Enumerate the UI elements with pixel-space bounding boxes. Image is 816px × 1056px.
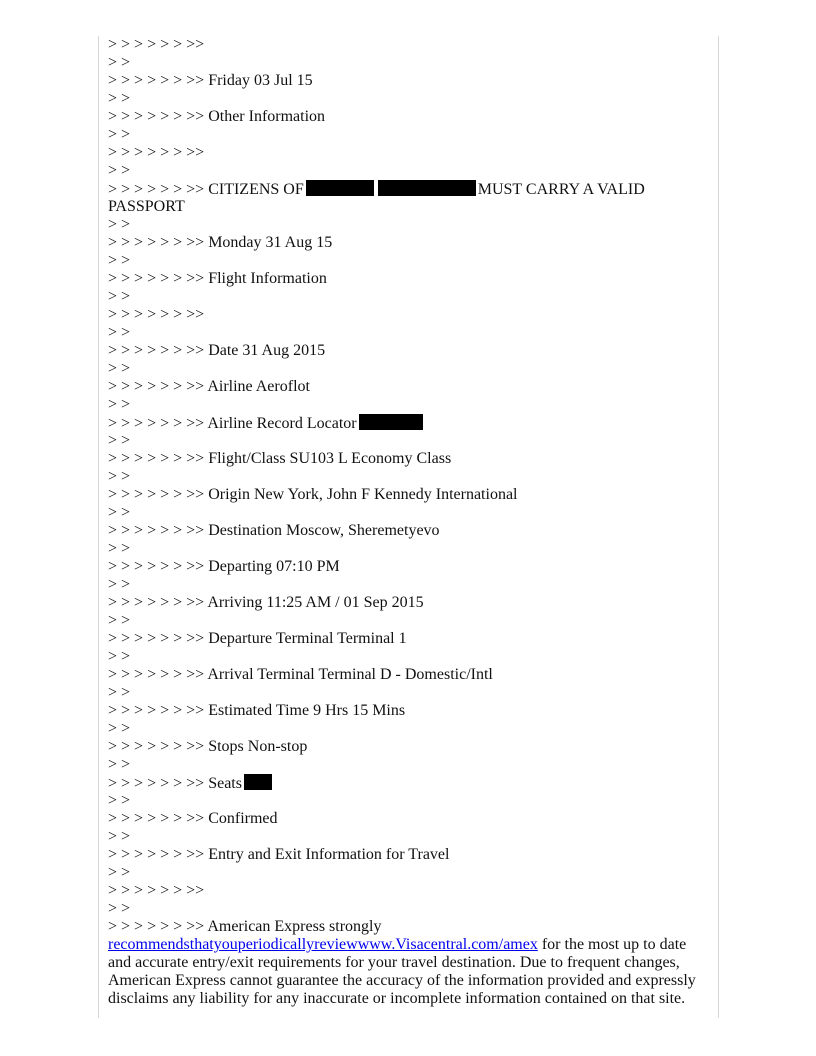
separator-line: > > xyxy=(108,216,131,233)
date-monday-text: Monday 31 Aug 15 xyxy=(208,234,333,251)
quote-prefix: > > > > > > >> xyxy=(108,630,205,647)
separator-line: > > xyxy=(108,540,131,557)
quoted-line-arrival-terminal xyxy=(108,666,708,684)
quote-prefix: > > > > > > >> xyxy=(108,415,205,432)
origin-text: Origin New York, John F Kennedy International xyxy=(208,486,518,503)
quoted-line-record-locator xyxy=(108,414,708,432)
quoted-line-estimated-time xyxy=(108,702,708,720)
separator-line: > > xyxy=(108,648,131,665)
email-document xyxy=(98,36,719,1018)
quoted-line xyxy=(108,882,708,900)
amex-disclaimer-text: for the most up to date and accurate entry/exit requirements for your travel destination. Due to frequent changes, American Express cannot guarantee the accuracy of the information provided and expressly disclaims any liability for any inaccurate or incomplete information contained on that site. xyxy=(108,936,696,1007)
citizens-tail-text: MUST CARRY A VALID xyxy=(477,181,645,198)
seats-text: Seats xyxy=(208,775,242,792)
quoted-line-other-info xyxy=(108,108,708,126)
flight-info-heading: Flight Information xyxy=(208,270,327,287)
quote-prefix: > > > > > > >> xyxy=(108,558,205,575)
redaction-block xyxy=(244,774,272,790)
quote-prefix: > > > > > > >> xyxy=(108,594,205,611)
amex-disclaimer-paragraph xyxy=(108,936,708,1008)
quoted-line-seats xyxy=(108,774,708,792)
quoted-line-airline xyxy=(108,378,708,396)
separator-line: > > xyxy=(108,684,131,701)
separator-line: > > xyxy=(108,900,131,917)
quoted-line-entry-exit xyxy=(108,846,708,864)
quoted-line-confirmed xyxy=(108,810,708,828)
quoted-line-date-friday xyxy=(108,72,708,90)
separator-line: > > xyxy=(108,756,131,773)
email-body xyxy=(108,36,708,1008)
arriving-text: Arriving 11:25 AM / 01 Sep 2015 xyxy=(207,594,424,611)
separator-line: > > xyxy=(108,252,131,269)
quote-prefix: > > > > > > >> xyxy=(108,270,205,287)
quote-prefix: > > > > > > >> xyxy=(108,810,205,827)
quoted-line xyxy=(108,144,708,162)
separator-line: > > xyxy=(108,792,131,809)
quote-prefix: > > > > > > >> xyxy=(108,342,205,359)
separator-line: > > xyxy=(108,54,131,71)
airline-text: Airline Aeroflot xyxy=(207,378,310,395)
separator-line: > > xyxy=(108,288,131,305)
separator-line: > > xyxy=(108,828,131,845)
quote-prefix: > > > > > > >> xyxy=(108,486,205,503)
arrival-terminal-text: Arrival Terminal Terminal D - Domestic/Intl xyxy=(207,666,493,683)
separator-line: > > xyxy=(108,162,131,179)
quote-prefix: > > > > > > >> xyxy=(108,72,205,89)
estimated-time-text: Estimated Time 9 Hrs 15 Mins xyxy=(208,702,406,719)
quoted-line-amex xyxy=(108,918,708,936)
quoted-line-flight-class xyxy=(108,450,708,468)
separator-line: > > xyxy=(108,504,131,521)
quote-prefix: > > > > > > >> xyxy=(108,306,205,323)
amex-lead-text: American Express strongly xyxy=(207,918,382,935)
citizens-wrap-line: PASSPORT xyxy=(108,198,185,215)
separator-line: > > xyxy=(108,612,131,629)
quoted-line-date xyxy=(108,342,708,360)
quoted-line-citizens xyxy=(108,180,708,198)
quoted-line-origin xyxy=(108,486,708,504)
separator-line: > > xyxy=(108,126,131,143)
flight-date-text: Date 31 Aug 2015 xyxy=(208,342,326,359)
visacentral-link[interactable]: recommendsthatyouperiodicallyreviewwww.Visacentral.com/amex xyxy=(108,936,538,953)
quoted-line-departing xyxy=(108,558,708,576)
citizens-lead-text: CITIZENS OF xyxy=(208,181,304,198)
separator-line: > > xyxy=(108,468,131,485)
record-locator-text: Airline Record Locator xyxy=(207,415,357,432)
date-friday-text: Friday 03 Jul 15 xyxy=(208,72,313,89)
separator-line: > > xyxy=(108,864,131,881)
quote-prefix: > > > > > > >> xyxy=(108,378,205,395)
quoted-line-stops xyxy=(108,738,708,756)
entry-exit-heading: Entry and Exit Information for Travel xyxy=(208,846,450,863)
quote-prefix: > > > > > > >> xyxy=(108,738,205,755)
other-info-heading: Other Information xyxy=(208,108,326,125)
quote-prefix: > > > > > > >> xyxy=(108,666,205,683)
separator-line: > > xyxy=(108,396,131,413)
departing-text: Departing 07:10 PM xyxy=(208,558,340,575)
departure-terminal-text: Departure Terminal Terminal 1 xyxy=(208,630,407,647)
redaction-block xyxy=(306,180,374,196)
separator-line: > > xyxy=(108,576,131,593)
quoted-line-arriving xyxy=(108,594,708,612)
stops-text: Stops Non-stop xyxy=(208,738,308,755)
destination-text: Destination Moscow, Sheremetyevo xyxy=(208,522,440,539)
quote-prefix: > > > > > > >> xyxy=(108,846,205,863)
quoted-line-flight-info xyxy=(108,270,708,288)
separator-line: > > xyxy=(108,720,131,737)
redaction-block xyxy=(378,180,476,196)
quote-prefix: > > > > > > >> xyxy=(108,702,205,719)
redaction-block xyxy=(359,414,423,430)
quote-prefix: > > > > > > >> xyxy=(108,234,205,251)
quoted-line-departure-terminal xyxy=(108,630,708,648)
separator-line: > > xyxy=(108,360,131,377)
quote-prefix: > > > > > > >> xyxy=(108,181,205,198)
quote-prefix: > > > > > > >> xyxy=(108,882,205,899)
quote-prefix: > > > > > > >> xyxy=(108,36,205,53)
quote-prefix: > > > > > > >> xyxy=(108,918,205,935)
quote-prefix: > > > > > > >> xyxy=(108,775,205,792)
quoted-line xyxy=(108,36,708,54)
quote-prefix: > > > > > > >> xyxy=(108,144,205,161)
confirmed-status: Confirmed xyxy=(208,810,278,827)
quote-prefix: > > > > > > >> xyxy=(108,108,205,125)
separator-line: > > xyxy=(108,432,131,449)
separator-line: > > xyxy=(108,90,131,107)
quoted-line-destination xyxy=(108,522,708,540)
quote-prefix: > > > > > > >> xyxy=(108,522,205,539)
separator-line: > > xyxy=(108,324,131,341)
flight-class-text: Flight/Class SU103 L Economy Class xyxy=(208,450,452,467)
quote-prefix: > > > > > > >> xyxy=(108,450,205,467)
quoted-line-date-monday xyxy=(108,234,708,252)
quoted-line xyxy=(108,306,708,324)
